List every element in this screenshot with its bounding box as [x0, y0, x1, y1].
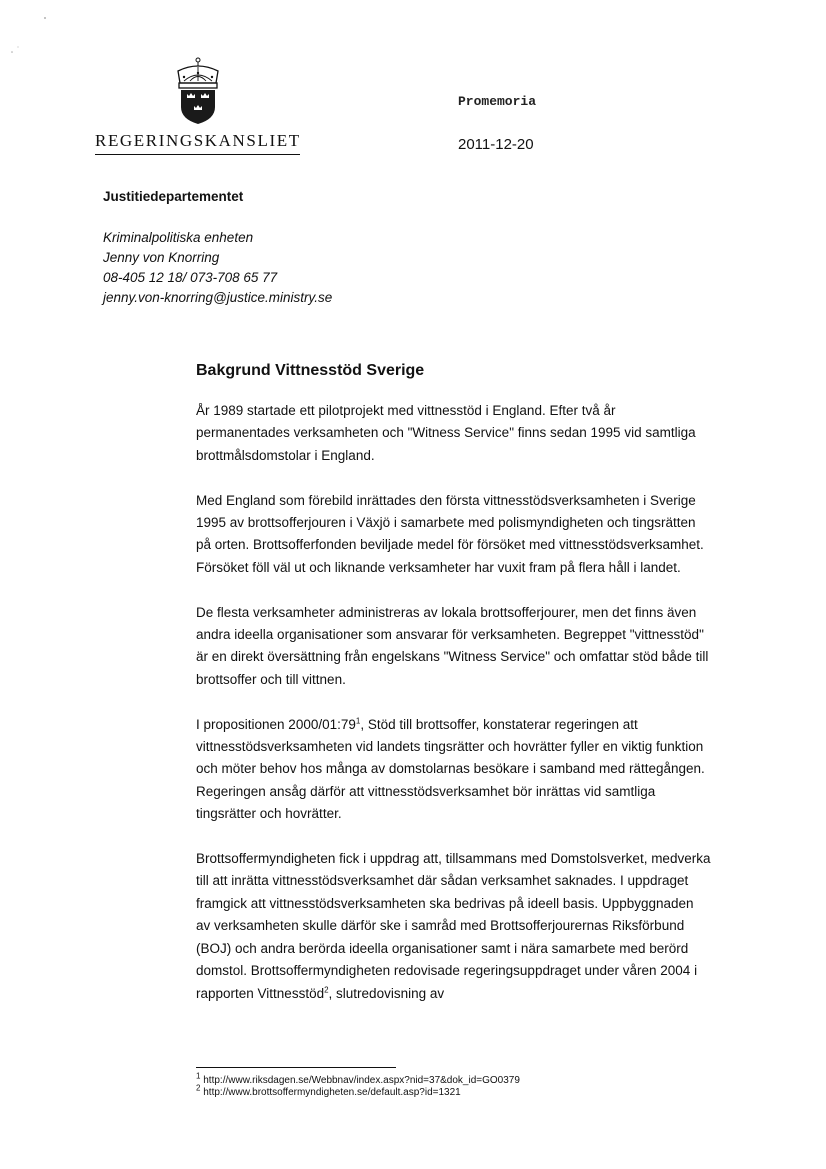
- footnote-ref-1: 1: [355, 716, 361, 726]
- sender-name: Jenny von Knorring: [103, 250, 220, 265]
- document-date: 2011-12-20: [458, 136, 534, 153]
- paragraph-4: [196, 714, 711, 826]
- org-name: REGERINGSKANSLIET: [95, 131, 300, 155]
- sender-contact-block: [103, 228, 332, 308]
- footnote-2-link[interactable]: http://www.brottsoffermyndigheten.se/default.asp?id=1321: [203, 1087, 461, 1098]
- paragraph-2: Med England som förebild inrättades den första vittnesstödsverksamheten i Sverige 1995 av brottsofferjouren i Växjö i samarbete med polismyndigheten och tingsrätten på orten. Brottsofferfonden beviljade medel för försöket med vittnesstödsverksamhet. Försöket föll väl ut och liknande verksamheter har vuxit fram på flera håll i landet.: [196, 492, 704, 575]
- footnotes: [196, 1071, 520, 1099]
- footnote-ref-2: 2: [324, 985, 329, 994]
- paragraph-4-text-after: , Stöd till brottsoffer, konstaterar regeringen att vittnesstödsverksamheten vid landets tingsrätter och hovrätter fyller en viktig funktion och möter behov hos många av domstolarnas besökare i samband med rättegången. Regeringen ansåg därför att vittnesstödsverksamhet bör inrättas vid samtliga tingsrätter och hovrätter.: [196, 716, 705, 822]
- document-type: Promemoria: [458, 94, 537, 109]
- footnote-1-number: 1: [196, 1071, 201, 1081]
- paragraph-5-text-after: , slutredovisning av: [328, 985, 445, 1001]
- paragraph-3: De flesta verksamheter administreras av lokala brottsofferjourer, men det finns även andra ideella organisationer som ansvarar för verksamheten. Begreppet "vittnesstöd" är en direkt översättning från engelskans "Witness Service" och omfattar stöd både till brottsoffer och till vittnen.: [196, 604, 709, 687]
- footnote-2-number: 2: [196, 1083, 201, 1093]
- paragraph-5-text-before: Brottsoffermyndigheten fick i uppdrag att, tillsammans med Domstolsverket, medverka till att inrätta vittnesstödsverksamhet där sådan verksamhet saknades. I uppdraget framgick att vittnesstödsverksamheten ska bedrivas på ideell basis. Uppbyggnaden av verksamheten skulle därför ske i samråd med Brottsofferjourernas Riksförbund (BOJ) och andra berörda ideella organisationer samt i nära samarbete med berörd domstol. Brottsoffermyndigheten redovisade regeringsuppdraget under våren 2004 i rapporten Vittnesstöd: [196, 851, 711, 1001]
- footnote-2: [196, 1083, 520, 1099]
- government-logo: [95, 57, 300, 155]
- paragraph-5: [196, 848, 711, 1005]
- footnote-1-link[interactable]: http://www.riksdagen.se/Webbnav/index.aspx?nid=37&dok_id=GO0379: [203, 1075, 520, 1086]
- sender-phone: 08-405 12 18/ 073-708 65 77: [103, 270, 278, 285]
- footnote-1: [196, 1071, 520, 1087]
- paragraph-4-text-before: I propositionen 2000/01:79: [196, 716, 356, 732]
- department-name: Justitiedepartementet: [103, 189, 244, 204]
- document-title: Bakgrund Vittnesstöd Sverige: [196, 362, 425, 379]
- footnote-divider: [196, 1067, 396, 1068]
- sender-unit: Kriminalpolitiska enheten: [103, 230, 254, 245]
- scan-noise: [0, 0, 826, 60]
- sender-email: jenny.von-knorring@justice.ministry.se: [103, 290, 333, 305]
- crown-shield-emblem-icon: [175, 57, 221, 125]
- document-body: [196, 400, 711, 1027]
- paragraph-1: År 1989 startade ett pilotprojekt med vittnesstöd i England. Efter två år permanentades verksamheten och "Witness Service" finns sedan 1995 vid samtliga brottmålsdomstolar i England.: [196, 403, 696, 463]
